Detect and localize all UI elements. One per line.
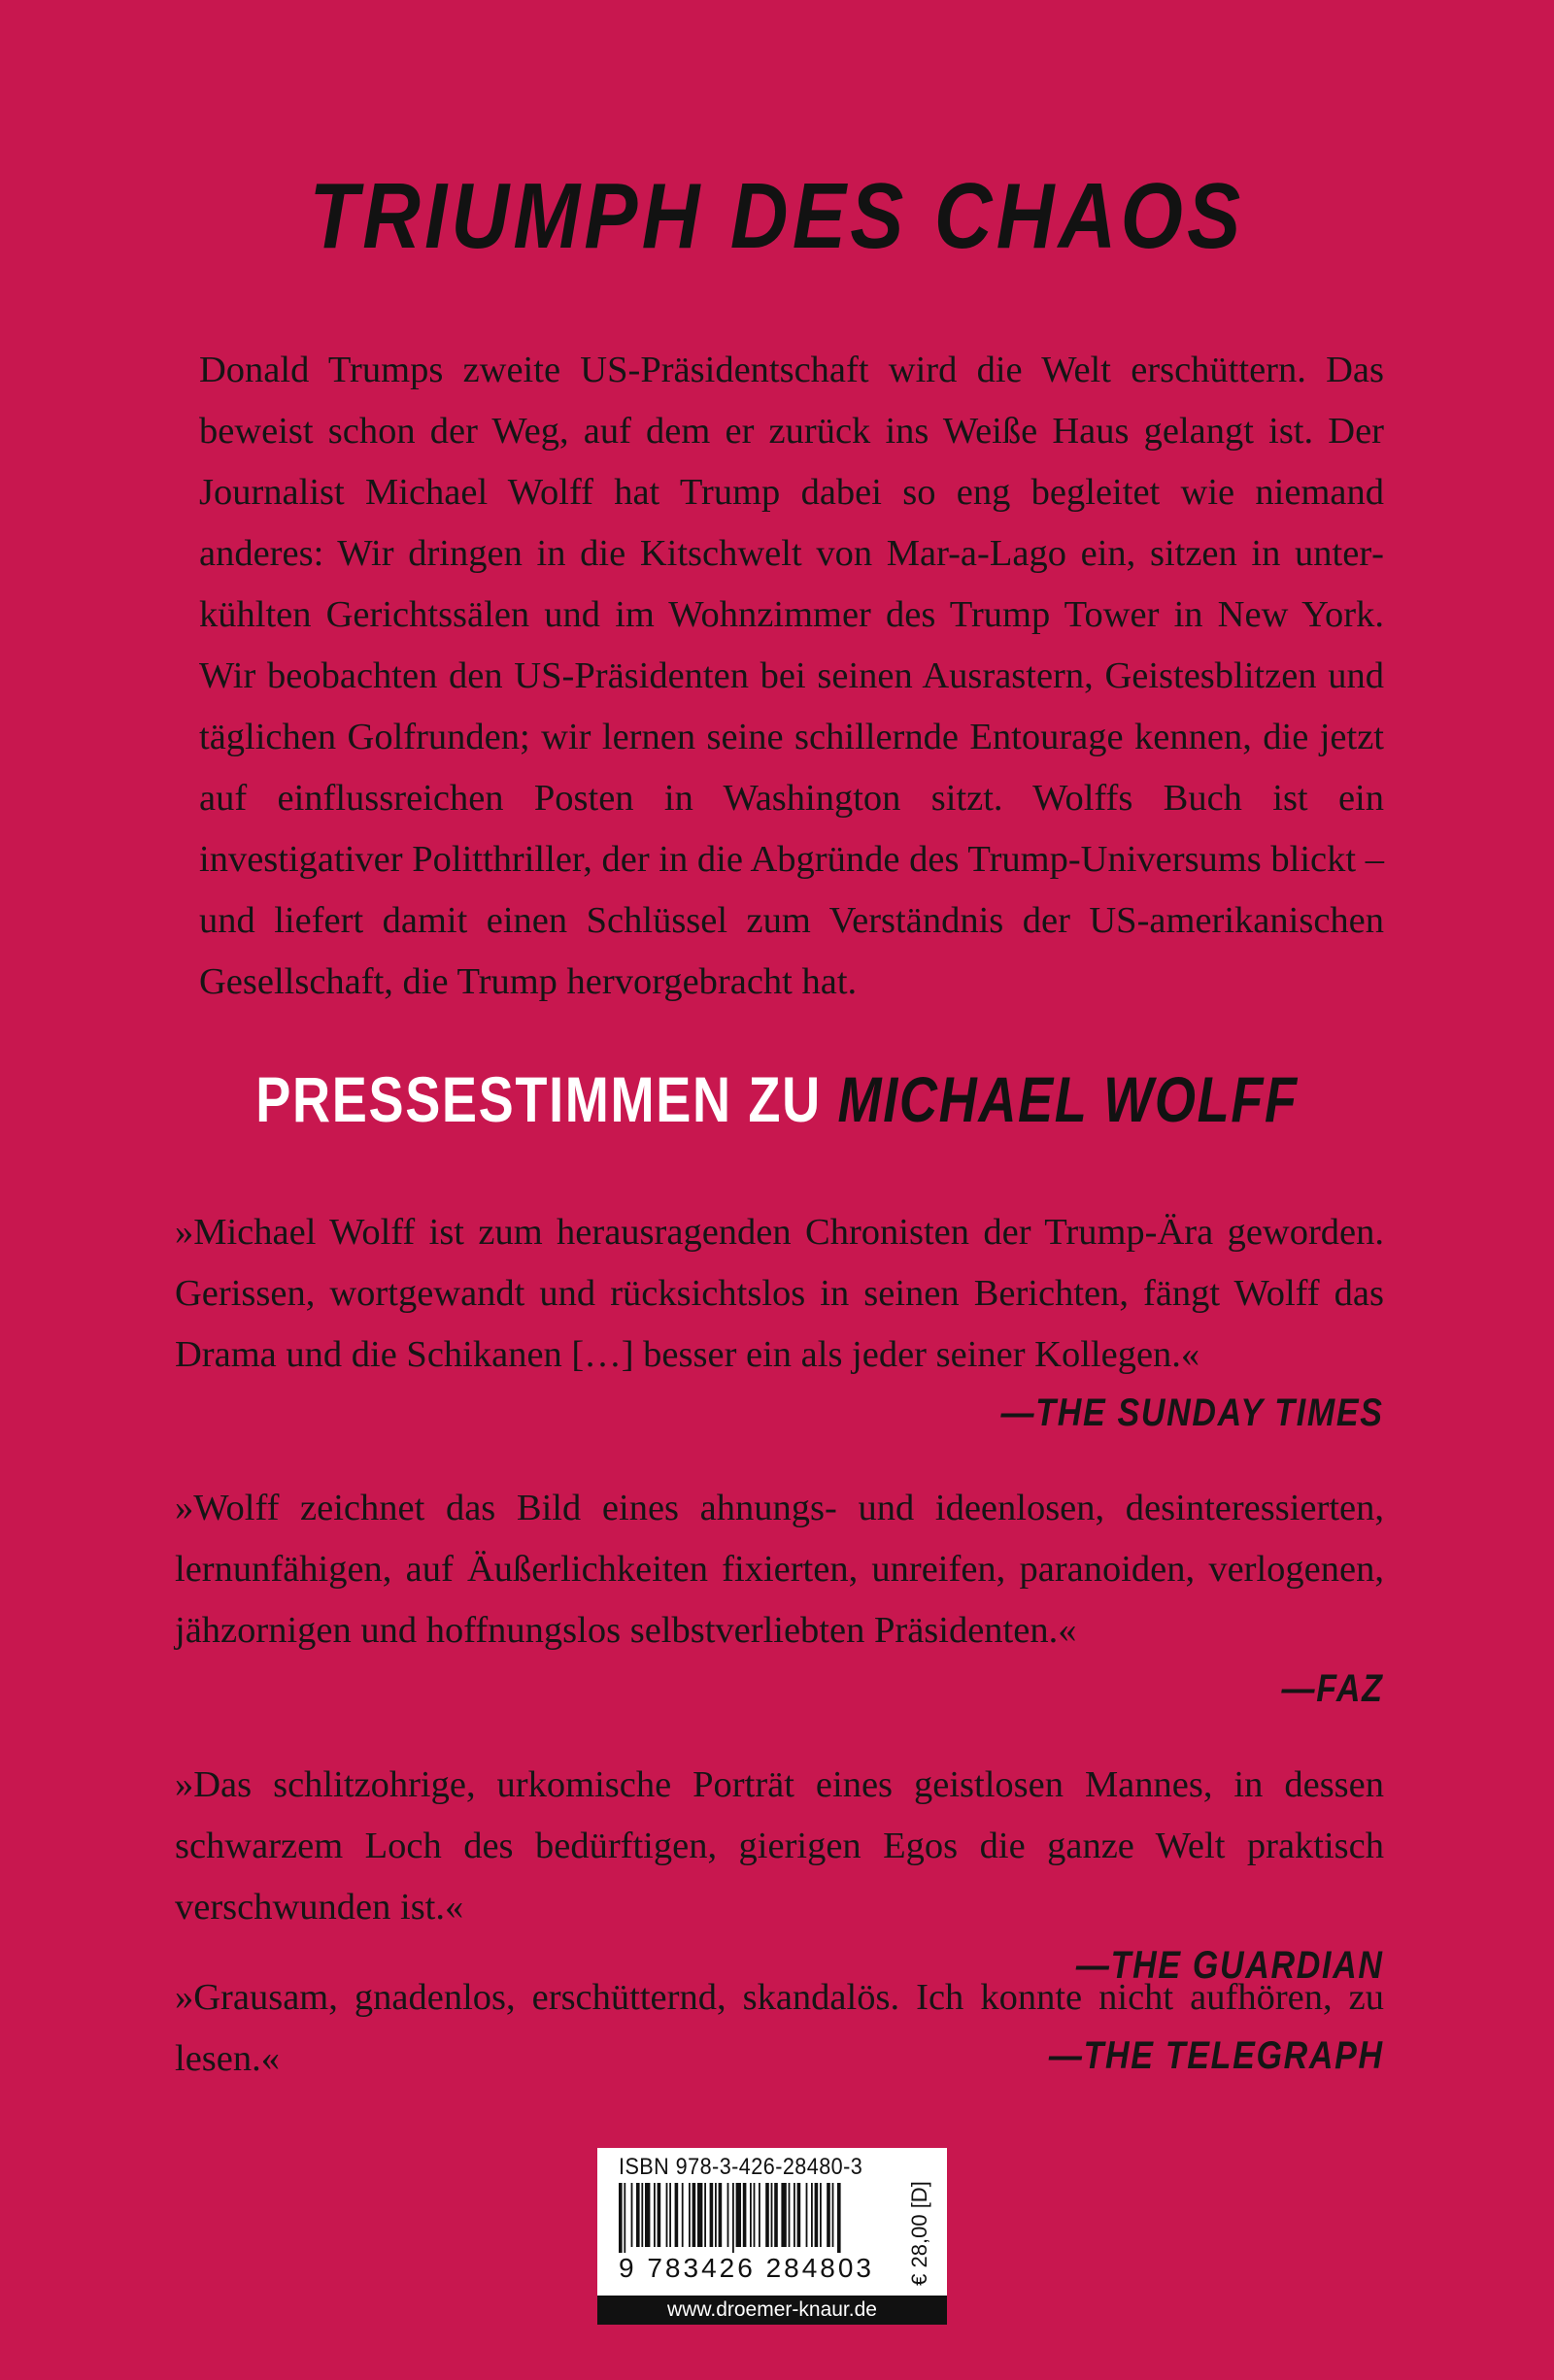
barcode-digits: 9 783426 284803 (619, 2253, 874, 2283)
quote-text: »Grausam, gnadenlos, erschütternd, skandalös. Ich konnte nicht aufhören, zu lesen.« (175, 1977, 1384, 2079)
price-label: € 28,00 [D] (907, 2181, 932, 2286)
press-heading-author: MICHAEL WOLFF (837, 1063, 1299, 1135)
quote-text: »Michael Wolff ist zum herausragenden Chronisten der Trump-Ära geworden. Gerissen, wortgewandt und rücksichtslos in seinen Berichten, fängt Wolff das Drama und die Schikanen […] besser ein als jeder seiner Kollegen.« (175, 1212, 1384, 1375)
quote-text: »Das schlitzohrige, urkomische Porträt eines geistlosen Mannes, in dessen schwarzem Loch des bedürftigen, gierigen Egos die ganze Welt praktisch verschwunden ist.« (175, 1764, 1384, 1927)
press-heading-lead: PRESSESTIMMEN ZU (255, 1063, 838, 1135)
book-blurb: Donald Trumps zweite US-Präsidentschaft wird die Welt erschüttern. Das beweist schon der Weg, auf dem er zurück ins Weiße Haus gelangt ist. Der Journalist Michael Wolff hat Trump dabei so eng begleitet wie niemand anderes: Wir dringen in die Kitschwelt von Mar-a-Lago ein, sitzen in unterkühlten Gerichtssälen und im Wohnzimmer des Trump Tower in New York. Wir beobachten den US-Präsidenten bei seinen Ausrastern, Geistesblitzen und täglichen Golfrunden; wir lernen seine schillernde Entourage kennen, die jetzt auf einflussreichen Posten in Washington sitzt. Wolffs Buch ist ein investigativer Politthriller, der in die Abgründe des Trump-Universums blickt – und liefert damit einen Schlüssel zum Verständnis der US-amerikanischen Gesellschaft, die Trump hervorgebracht hat. (199, 350, 1384, 1002)
press-quote (175, 1755, 1384, 1993)
quote-text: »Wolff zeichnet das Bild eines ahnungs- und ideenlosen, desinteressierten, lernunfähigen, auf Äußerlichkeiten fixierten, unreifen, paranoiden, verlogenen, jähzornigen und hoffnungslos selbstverliebten Präsidenten.« (175, 1488, 1384, 1651)
press-quote (175, 1478, 1384, 1716)
press-heading (140, 1062, 1414, 1136)
press-quote (175, 1967, 1384, 2083)
publisher-website[interactable]: www.droemer-knaur.de (597, 2296, 947, 2325)
quote-source: —FAZ (1281, 1667, 1384, 1710)
quote-source: —THE TELEGRAPH (1049, 2034, 1384, 2077)
barcode-icon (619, 2183, 898, 2253)
isbn-label: ISBN 978-3-426-28480-3 (619, 2154, 863, 2180)
quote-source: —THE SUNDAY TIMES (1000, 1391, 1384, 1434)
book-title: TRIUMPH DES CHAOS (309, 164, 1245, 268)
press-quote (175, 1202, 1384, 1440)
isbn-barcode (597, 2148, 947, 2296)
quote-source: —THE GUARDIAN (1076, 1944, 1384, 1987)
